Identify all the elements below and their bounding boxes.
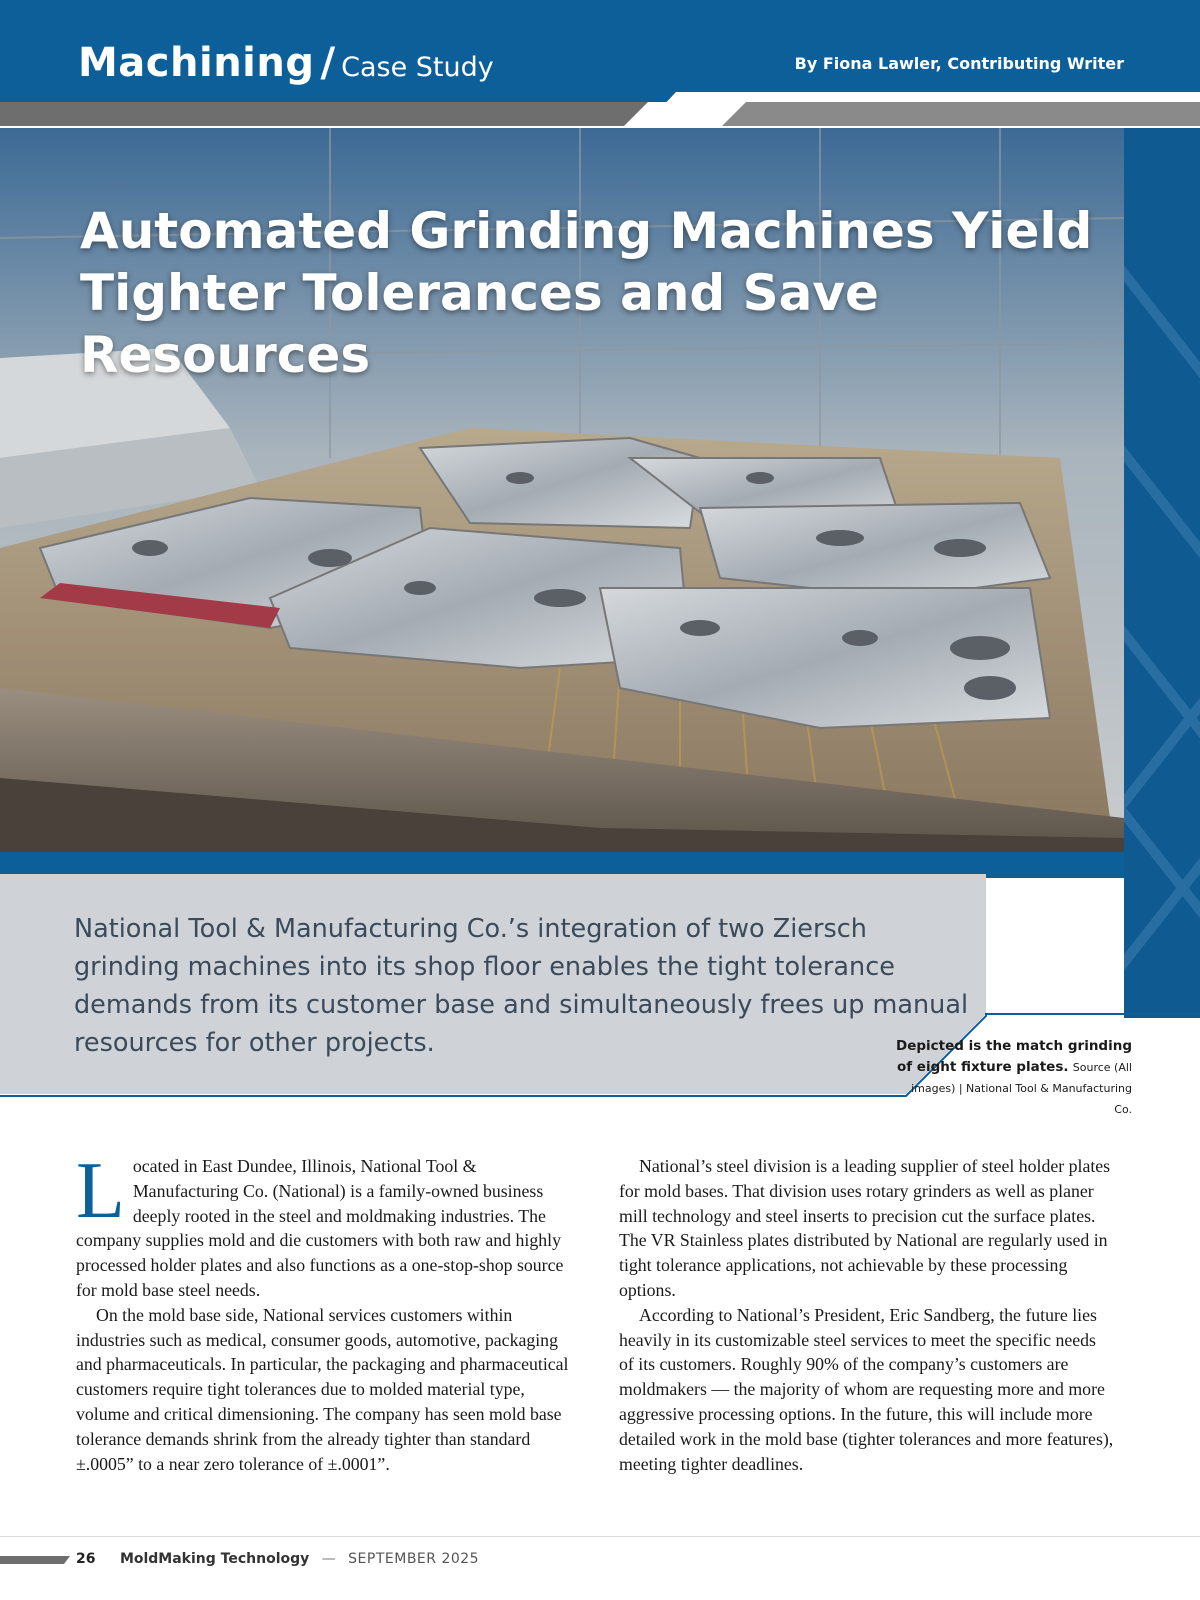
paragraph-text: ocated in East Dundee, Illinois, National Tool & Manufacturing Co. (National) is a family-owned business deeply rooted in the steel and moldmaking industries. The company supplies mold and die customers with both raw and highly processed holder plates and also functions as a one-stop-shop source for mold base steel needs.	[76, 1156, 564, 1300]
photo-caption	[896, 1036, 1132, 1120]
magazine-name: MoldMaking Technology	[119, 1551, 310, 1567]
section-name: Machining	[78, 40, 315, 86]
body-column-right	[619, 1154, 1115, 1476]
body-paragraph	[76, 1147, 572, 1303]
body-paragraph: National’s steel division is a leading supplier of steel holder plates for mold bases. That division uses rotary grinders as well as planer mill technology and steel inserts to precision cut the surface plates. The VR Stainless plates distributed by National are regularly used in tight tolerance applications, not achievable by these processing options.	[619, 1156, 1111, 1300]
footer-rule	[0, 1536, 1200, 1537]
section-title	[78, 40, 494, 86]
caption-text: Depicted is the match grinding of eight fixture plates.	[896, 1038, 1132, 1075]
article-headline	[80, 200, 1130, 386]
footer-dash: —	[321, 1551, 336, 1567]
byline: By Fiona Lawler, Contributing Writer	[794, 54, 1124, 73]
header-stripe	[0, 90, 1200, 130]
page-number: 26	[76, 1551, 96, 1567]
body-paragraph: According to National’s President, Eric Sandberg, the future lies heavily in its customizable steel services to meet the specific needs of its customers. Roughly 90% of the company’s customers are moldmakers — the majority of whom are requesting more and more aggressive processing options. In the future, this will include more detailed work in the mold base (tighter tolerances and more features), meeting tighter deadlines.	[619, 1304, 1114, 1474]
article-deck: National Tool & Manufacturing Co.’s integration of two Ziersch grinding machines into its shop floor enables the tight tolerance demands from its customer base and simultaneously frees up manual resources for other projects.	[74, 914, 969, 1058]
body-paragraph: On the mold base side, National services customers within industries such as medical, consumer goods, automotive, packaging and pharmaceuticals. In particular, the packaging and pharmaceutical customers require tight tolerances due to molded material type, volume and critical dimensioning. The company has seen mold base tolerance demands shrink from the already tighter than standard ±.0005” to a near zero tolerance of ±.0001”.	[76, 1304, 569, 1474]
headline-line-2: Tighter Tolerances and Save Resources	[80, 264, 879, 384]
section-subtitle: Case Study	[341, 52, 494, 83]
issue-date: SEPTEMBER 2025	[348, 1551, 480, 1567]
drop-cap: L	[76, 1147, 125, 1235]
section-separator: /	[320, 40, 336, 86]
page-footer	[76, 1551, 479, 1567]
body-column-left	[76, 1147, 572, 1476]
caption-source: Source (All images) | National Tool & Manufacturing Co.	[911, 1061, 1132, 1116]
footer-bar	[0, 1556, 70, 1564]
headline-line-1: Automated Grinding Machines Yield	[80, 202, 1093, 260]
